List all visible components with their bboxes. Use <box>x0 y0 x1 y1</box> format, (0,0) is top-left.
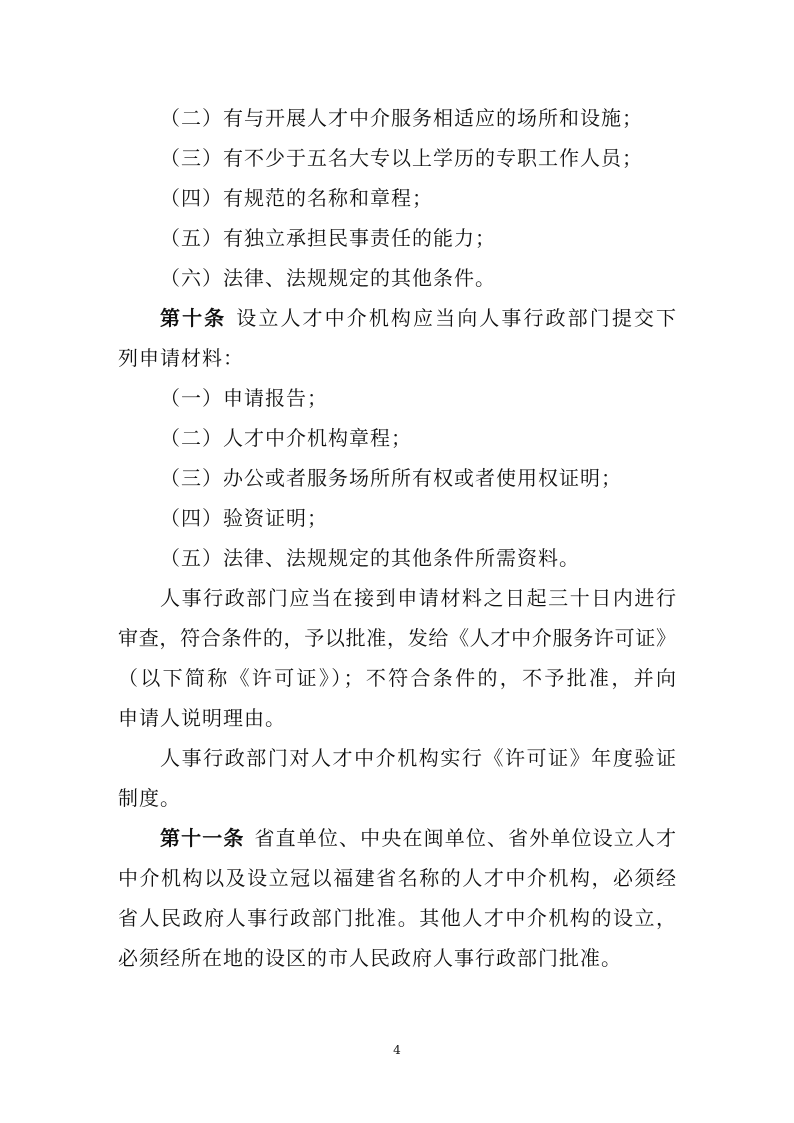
article-10-text-line: 列申请材料： <box>118 346 244 370</box>
condition-item: （六）法律、法规规定的其他条件。 <box>160 266 496 290</box>
material-item: （五）法律、法规规定的其他条件所需资料。 <box>160 546 580 570</box>
article-11-text: 省直单位、中央在闽单位、省外单位设立人才 <box>254 826 676 850</box>
article-11-first-line <box>118 818 676 858</box>
condition-item: （二）有与开展人才中介服务相适应的场所和设施； <box>160 106 643 130</box>
material-item: （一）申请报告； <box>160 386 328 410</box>
condition-item: （三）有不少于五名大专以上学历的专职工作人员； <box>160 146 643 170</box>
article-10-heading: 第十条 <box>160 306 227 330</box>
article-10-text: 设立人才中介机构应当向人事行政部门提交下 <box>236 306 676 330</box>
material-item: （四）验资证明； <box>160 506 328 530</box>
paragraph-line: 人事行政部门对人才中介机构实行《许可证》年度验证 <box>160 746 676 770</box>
article-11-heading: 第十一条 <box>160 826 245 850</box>
condition-item: （五）有独立承担民事责任的能力； <box>160 226 496 250</box>
material-item: （二）人才中介机构章程； <box>160 426 412 450</box>
paragraph-line: 申请人说明理由。 <box>118 706 286 730</box>
document-body <box>118 98 676 978</box>
article-11-text-line: 中介机构以及设立冠以福建省名称的人才中介机构，必须经 <box>118 866 676 890</box>
material-item: （三）办公或者服务场所所有权或者使用权证明； <box>160 466 622 490</box>
paragraph-line: 人事行政部门应当在接到申请材料之日起三十日内进行 <box>160 586 676 610</box>
page-number: 4 <box>393 1043 401 1057</box>
paragraph-line: 制度。 <box>118 786 181 810</box>
article-11-text-line: 省人民政府人事行政部门批准。其他人才中介机构的设立， <box>118 906 676 930</box>
article-11-text-line: 必须经所在地的设区的市人民政府人事行政部门批准。 <box>118 946 622 970</box>
condition-item: （四）有规范的名称和章程； <box>160 186 433 210</box>
paragraph-line: （以下简称《许可证》）；不符合条件的，不予批准，并向 <box>118 666 676 690</box>
article-10-first-line <box>118 298 676 338</box>
paragraph-line: 审查，符合条件的，予以批准，发给《人才中介服务许可证》 <box>118 626 676 650</box>
